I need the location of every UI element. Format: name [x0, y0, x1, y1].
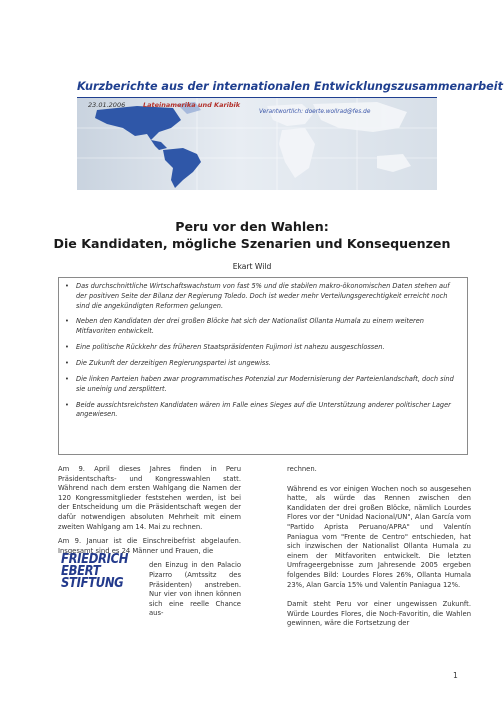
summary-item — [65, 343, 461, 353]
summary-item-text: Die Zukunft der derzeitigen Regierungspartei ist ungewiss. — [76, 359, 271, 368]
document-title-line1: Peru vor den Wahlen: — [175, 219, 329, 234]
bullet-icon: • — [65, 343, 69, 352]
logo-line: EBERT — [61, 563, 101, 579]
body-paragraph: Während es vor einigen Wochen noch so ausgesehen hatte, als würde das Rennen zwischen den Kandidaten der drei großen Blöcke, nämlich Lourdes Flores vor der "Unidad Nacional/UN", Alan García vom "Partido Aprista Peruano/APRA" und Valentín Paniagua vom "Frente de Centro" entschieden, hat sich inzwischen der Nationalist Ollanta Humala zu einem der Mitfavoriten entwickelt. Die letzten Umfrageergebnisse zum Jahresende 2005 ergeben folgendes Bild: Lourdes Flores 26%, Ollanta Humala 23%, Alan García 15% und Valentín Paniagua 12%. — [287, 484, 471, 589]
summary-list — [65, 282, 461, 426]
fes-logo — [61, 553, 143, 589]
summary-box — [58, 277, 468, 455]
summary-item-text: Das durchschnittliche Wirtschaftswachstum von fast 5% und die stabilen makro-ökonomischen Daten stehen auf der positiven Seite der Bilanz der Regierung Toledo. Doch ist weder mehr Verteilungsgerechtigkeit erreicht noch sind die angekündigten Reformen gelungen. — [76, 282, 450, 310]
author: Ekart Wild — [232, 262, 272, 271]
summary-item-text: Neben den Kandidaten der drei großen Blöcke hat sich der Nationalist Ollanta Humala zu einem weiteren Mitfavoriten entwickelt. — [76, 317, 424, 336]
body-column-right — [287, 465, 471, 634]
body-paragraph: Am 9. April dieses Jahres finden in Peru Präsidentschafts- und Kongresswahlen statt. Während nach dem ersten Wahlgang die Namen der 120 Kongressmitglieder feststehen werden, ist bei der Entscheidung um die Präsidentschaft wegen der dafür notwendigen absoluten Mehrheit mit einem zweiten Wahlgang am 14. Mai zu rechnen. — [58, 465, 241, 531]
page-number: 1 — [453, 671, 458, 680]
contact-label: Verantwortlich: doerte.wollrad@fes.de — [259, 109, 371, 115]
bullet-icon: • — [65, 359, 69, 368]
logo-line: STIFTUNG — [61, 575, 124, 591]
bullet-icon: • — [65, 400, 69, 409]
summary-item-text: Die linken Parteien haben zwar programmatisches Potenzial zur Modernisierung der Parteienlandschaft, doch sind sie uneinig und zersplittert. — [76, 374, 454, 393]
bullet-icon: • — [65, 374, 69, 383]
summary-item-text: Beide aussichtsreichsten Kandidaten wären im Falle eines Sieges auf die Unterstützung anderer politischer Lager angewiesen. — [76, 400, 451, 419]
bullet-icon: • — [65, 282, 69, 290]
bullet-icon: • — [65, 317, 69, 326]
date-label: 23.01.2006 — [88, 101, 126, 109]
summary-item — [65, 375, 461, 395]
body-column-left — [58, 465, 241, 624]
world-map-image — [77, 98, 437, 190]
logo-line: FRIEDRICH — [61, 551, 129, 567]
region-label: Lateinamerika und Karibik — [143, 101, 241, 109]
summary-item — [65, 317, 461, 337]
body-paragraph: Damit steht Peru vor einer ungewissen Zukunft. Würde Lourdes Flores, die Noch-Favoritin, die Wahlen gewinnen, wäre die Fortsetzung der — [287, 600, 471, 628]
summary-item-text: Eine politische Rückkehr des früheren Staatspräsidenten Fujimori ist nahezu ausgeschlossen. — [76, 343, 385, 352]
body-paragraph: rechnen. — [287, 465, 317, 473]
header-banner — [77, 98, 437, 190]
summary-item — [65, 359, 461, 369]
summary-item — [65, 282, 461, 311]
summary-item — [65, 401, 461, 421]
body-paragraph: den Einzug in den Palacio Pizarro (Amtssitz des Präsidenten) anstreben. Nur vier von ihnen können sich eine reelle Chance aus- — [149, 561, 241, 618]
series-title: Kurzberichte aus der internationalen Entwicklungszusammenarbeit — [77, 80, 503, 93]
body-paragraph: Am 9. Januar ist die Einschreibefrist abgelaufen. Insgesamt sind es 24 Männer und Frauen, die — [58, 537, 241, 555]
document-title-line2: Die Kandidaten, mögliche Szenarien und Konsequenzen — [53, 236, 451, 251]
